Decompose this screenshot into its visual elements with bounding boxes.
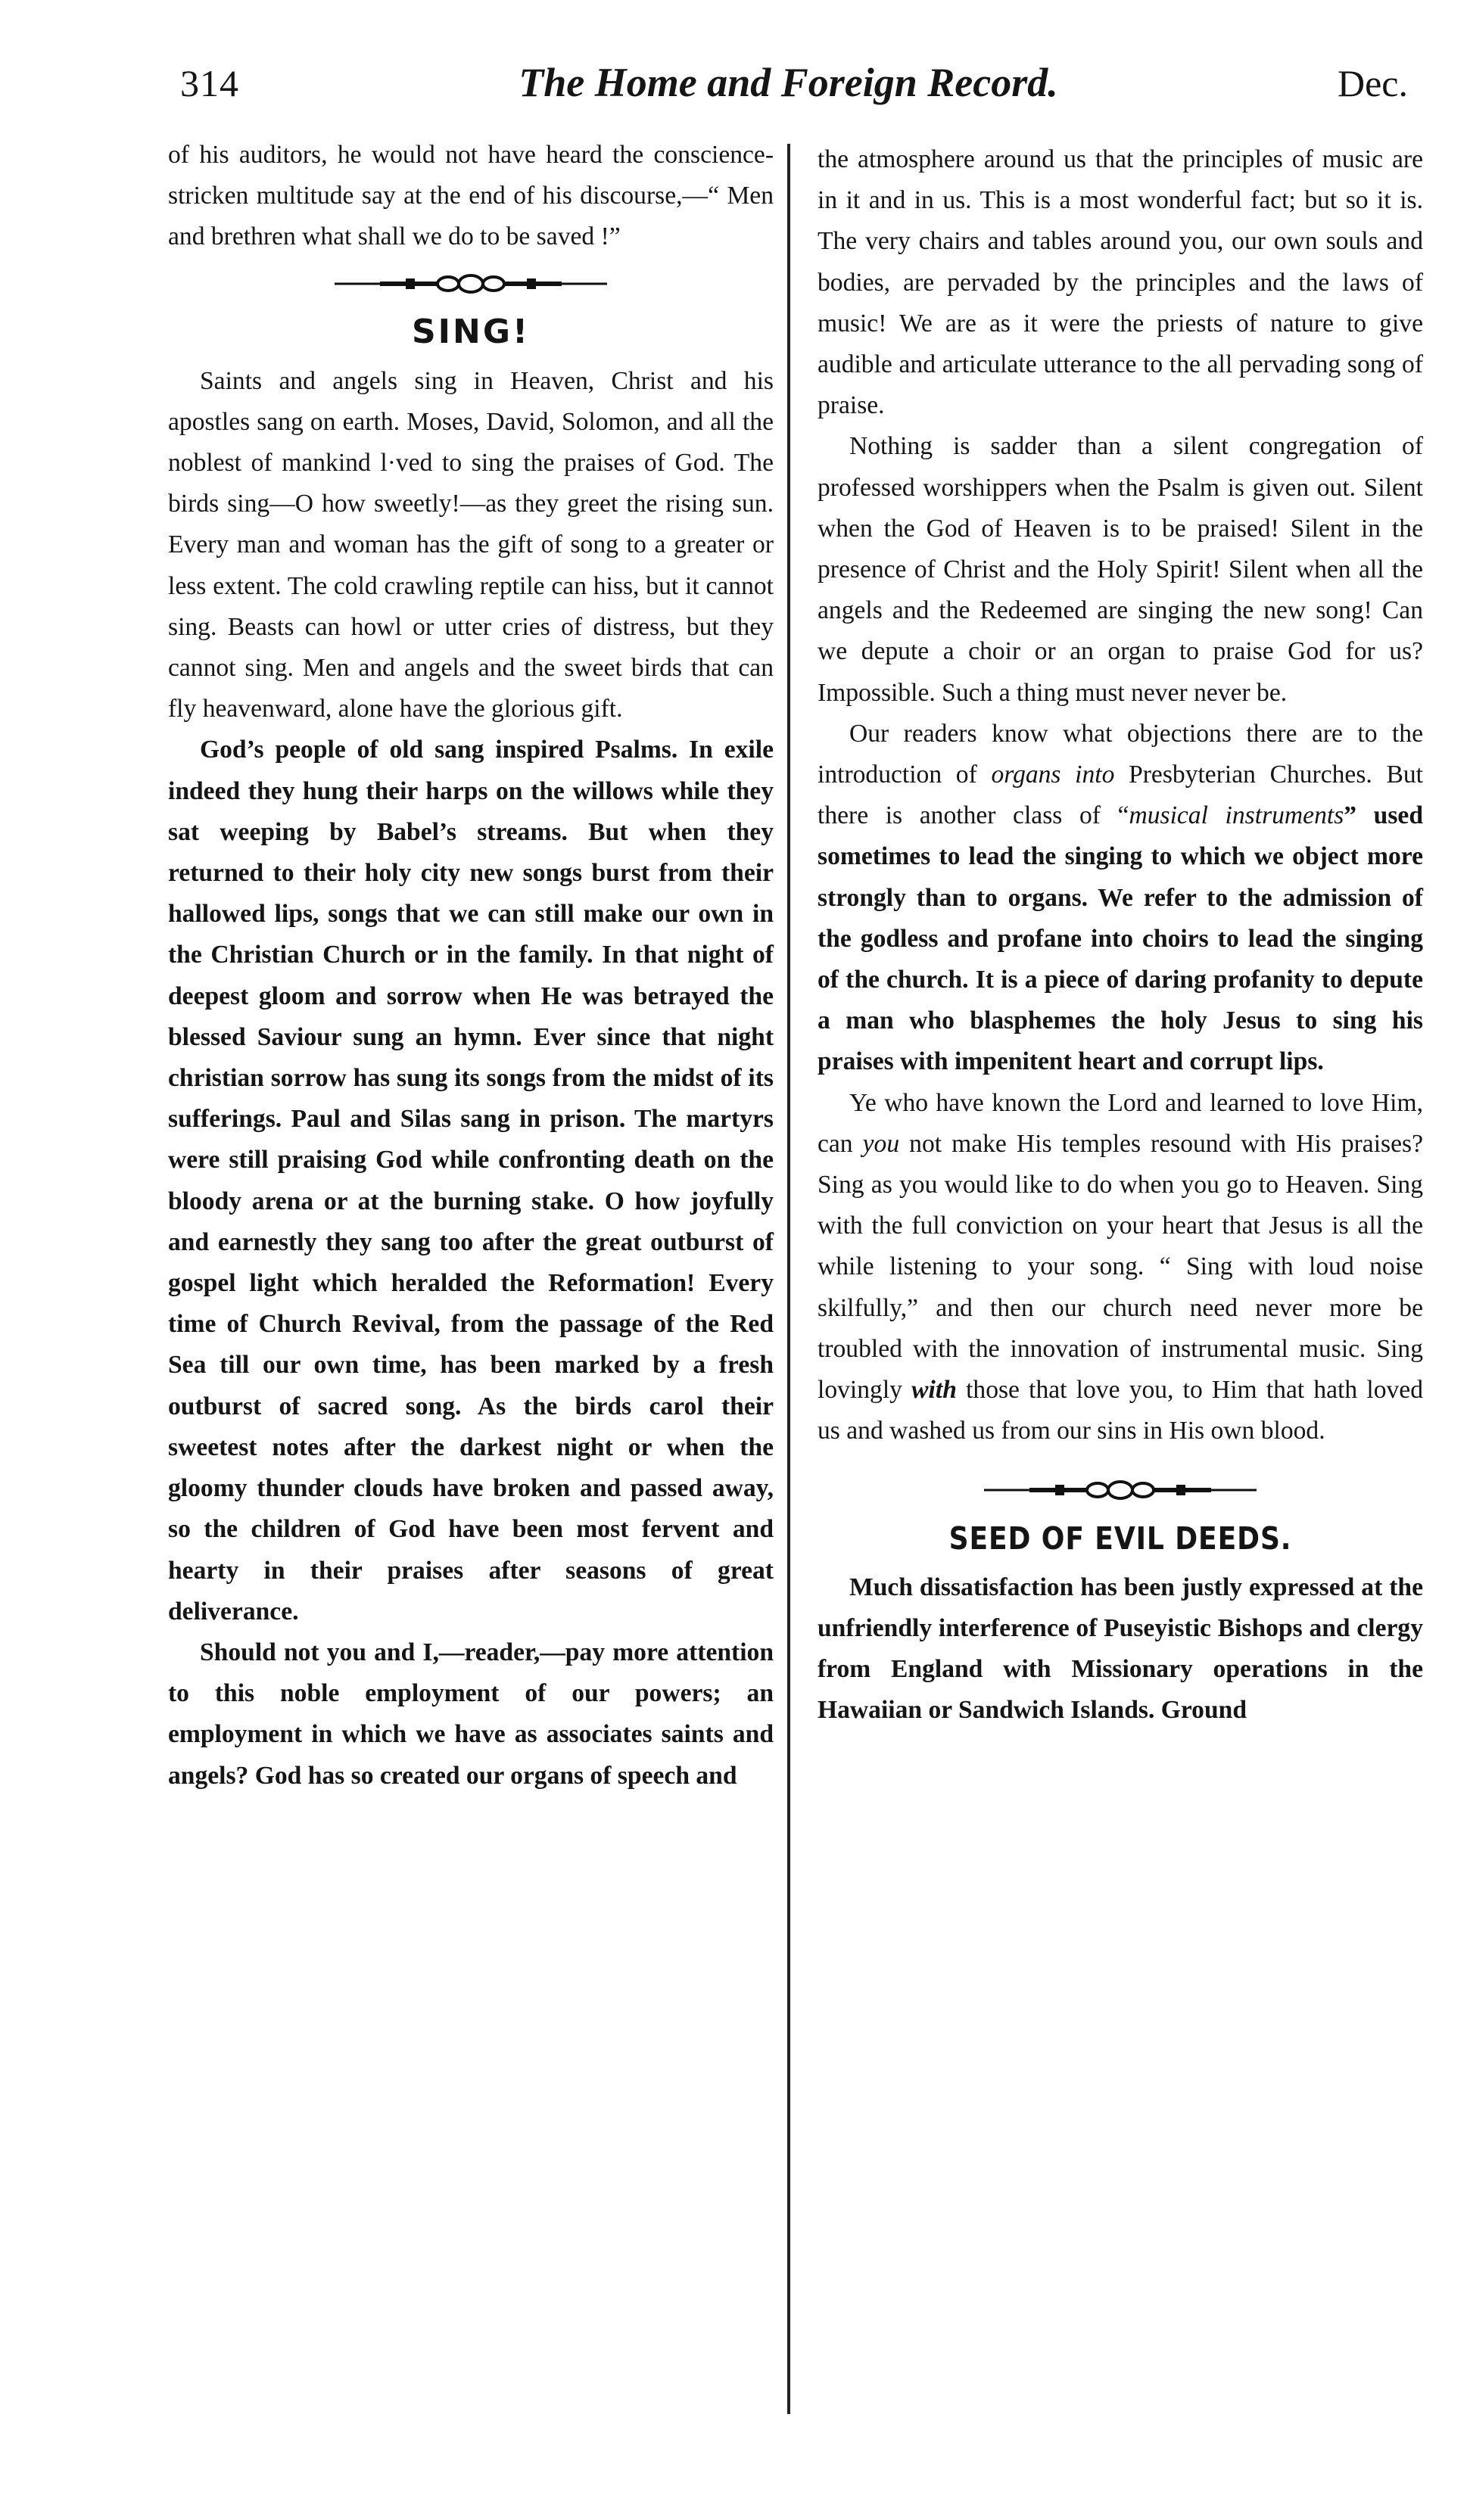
paragraph-5-italic-1: organs into <box>991 761 1115 789</box>
paragraph-6-text-a: Ye who have known the Lord and learned to love Him, can <box>818 1088 1423 1158</box>
page-header <box>180 59 1408 112</box>
paragraph-6-text-c: those that love you, to Him that hath loved us and washed us from our sins in His own blood. <box>818 1376 1424 1445</box>
sing-paragraph-2: God’s people of old sang inspired Psalms. In exile indeed they hung their harps on the willows while they sat weeping by Babel’s streams. But when they returned to their holy city new songs burst from their hallowed lips, songs that we can still make our own in the Christian Church or in the family. In that night of deepest gloom and sorrow when He was betrayed the blessed Saviour sung an hymn. Ever since that night christian sorrow has sung its songs from the midst of its sufferings. Paul and Silas sang in prison. The martyrs were still praising God while confronting death on the bloody arena or at the burning stake. O how joyfully and earnestly they sang too after the great outburst of gospel light which heralded the Reformation! Every time of Church Revival, from the passage of the Red Sea till our own time, has been marked by a fresh outburst of sacred song. As the birds carol their sweetest notes after the darkest night or when the gloomy thunder clouds have broken and passed away, so the children of God have been most fervent and hearty in their praises after seasons of great deliverance. <box>168 736 774 1626</box>
sing-paragraph-6 <box>818 1083 1423 1452</box>
paragraph-5-text-a: Our readers know what objections there are to the introduction of <box>818 719 1423 789</box>
page-number: 314 <box>180 62 239 104</box>
seed-of-evil-deeds-paragraph: Much dissatisfaction has been justly expressed at the unfriendly interference of Puseyistic Bishops and clergy from England with Missionary operations in the Hawaiian or Sandwich Islands. Ground <box>818 1573 1423 1725</box>
issue-month: Dec. <box>1338 62 1408 104</box>
paragraph-6-italic-1: you <box>862 1129 900 1158</box>
running-title: The Home and Foreign Record. <box>519 60 1058 105</box>
column-divider <box>787 144 790 2414</box>
paragraph-5-text-b: Presbyterian Churches. But there is another class of “ <box>818 761 1423 830</box>
paragraph-5-text-c: ” used sometimes to lead the singing to which we object more strongly than to organs. We refer to the admission of the godless and profane into choirs to lead the singing of the church. It is a piece of daring profanity to depute a man who blasphemes the holy Jesus to sing his praises with impenitent heart and corrupt lips. <box>818 801 1423 1076</box>
left-column <box>168 135 774 1797</box>
section-heading-seed-of-evil-deeds: SEED OF EVIL DEEDS. <box>948 1520 1292 1557</box>
paragraph-6-text-b: not make His temples resound with His praises? Sing as you would like to do when you go to Heaven. Sing with the full conviction on your heart that Jesus is all the while listening to your song. “ Sing with loud noise skilfully,” and then our church need never more be troubled with the innovation of instrumental music. Sing lovingly <box>818 1129 1423 1405</box>
paragraph-5-italic-2: musical instruments <box>1129 801 1344 830</box>
section-divider-ornament <box>168 263 774 305</box>
left-intro-paragraph: of his auditors, he would not have heard the conscience-stricken multitude say at the end of his discourse,—“ Men and brethren what shall we do to be saved !” <box>168 141 774 251</box>
sing-paragraph-3: Should not you and I,—reader,—pay more attention to this noble employment of our powers; an employment in which we have as associates saints and angels? God has so created our organs of speech and <box>168 1638 774 1790</box>
section-divider-ornament-2 <box>818 1469 1423 1511</box>
section-heading-sing: SING! <box>411 312 531 351</box>
sing-paragraph-1: Saints and angels sing in Heaven, Christ and his apostles sang on earth. Moses, David, Solomon, and all the noblest of mankind l·ved to sing the praises of God. The birds sing—O how sweetly!—as they greet the rising sun. Every man and woman has the gift of song to a greater or less extent. The cold crawling reptile can hiss, but it cannot sing. Beasts can howl or utter cries of distress, but they cannot sing. Men and angels and the sweet birds that can fly heavenward, alone have the glorious gift. <box>168 366 774 723</box>
right-column <box>818 139 1423 1731</box>
sing-paragraph-5 <box>818 714 1423 1083</box>
right-continuation-paragraph: the atmosphere around us that the principles of music are in it and in us. This is a most wonderful fact; but so it is. The very chairs and tables around you, our own souls and bodies, are pervaded by the principles and the laws of music! We are as it were the priests of nature to give audible and articulate utterance to the all pervading song of praise. <box>818 145 1423 420</box>
paragraph-6-italic-2: with <box>911 1376 957 1405</box>
sing-paragraph-4: Nothing is sadder than a silent congregation of professed worshippers when the Psalm is given out. Silent when the God of Heaven is to be praised! Silent in the presence of Christ and the Holy Spirit! Silent when all the angels and the Redeemed are singing the new song! Can we depute a choir or an organ to praise God for us? Impossible. Such a thing must never never be. <box>818 432 1423 707</box>
